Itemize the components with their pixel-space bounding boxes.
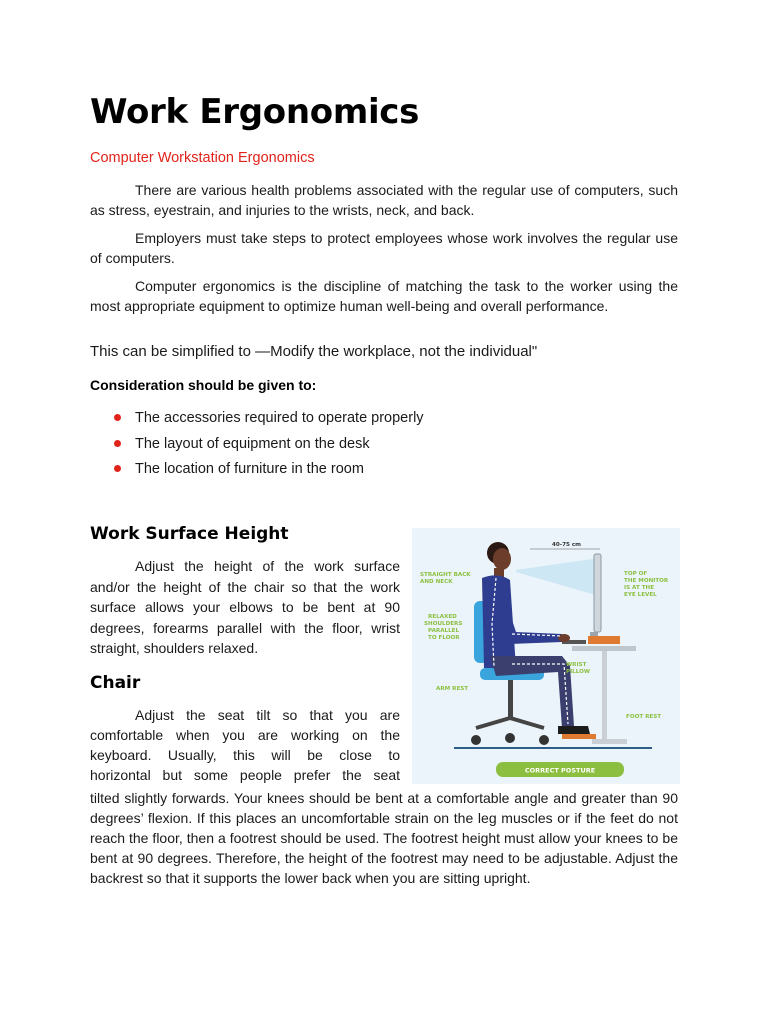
work-surface-paragraph (90, 556, 400, 659)
consideration-list (112, 406, 424, 483)
monitor-icon (594, 554, 601, 632)
work-surface-paragraph-text: Adjust the height of the work surface and/or the height of the chair so that the work surface allows your elbows to be bent at 90 degrees, forearms parallel with the floor, wrist straight, shoulders relaxed. (90, 558, 400, 657)
label-straight-back-line-2: AND NECK (420, 579, 453, 585)
page-title: Work Ergonomics (90, 92, 420, 132)
desk-top (572, 646, 636, 651)
intro-paragraph-1-text: There are various health problems associated with the regular use of computers, such as stress, eyestrain, and injuries to the wrists, neck, and back. (90, 182, 678, 218)
label-shoulders-line-1: RELAXED (428, 614, 457, 620)
chair-wheel (471, 735, 481, 745)
label-shoulders-line-2: SHOULDERS (424, 621, 463, 627)
intro-paragraph-3 (90, 276, 678, 316)
list-item-text: The location of furniture in the room (135, 461, 364, 477)
simplified-statement: This can be simplified to —Modify the workplace, not the individual" (90, 343, 538, 360)
list-item-text: The layout of equipment on the desk (135, 435, 370, 452)
work-surface-heading: Work Surface Height (90, 524, 289, 544)
intro-paragraph-3-text: Computer ergonomics is the discipline of matching the task to the worker using the most appropriate equipment to optimize human well-being and overall performance. (90, 278, 678, 314)
label-arm-rest: ARM REST (436, 686, 469, 692)
label-wrist-line-1: WRIST (566, 662, 587, 668)
label-monitor-line-3: IS AT THE (624, 585, 655, 591)
label-shoulders-line-3: PARALLEL (428, 628, 460, 634)
intro-paragraph-2 (90, 228, 678, 268)
label-monitor-line-1: TOP OF (624, 571, 648, 577)
chair-heading: Chair (90, 673, 141, 693)
chair-line-2: comfortable when you are working on the (90, 727, 400, 743)
banner-label: CORRECT POSTURE (524, 766, 596, 775)
desk-foot (592, 739, 627, 744)
chair-post (508, 680, 513, 720)
label-monitor-line-2: THE MONITOR (624, 578, 669, 584)
chair-paragraph-narrow (90, 705, 400, 785)
foot-rest-board (562, 734, 596, 739)
label-shoulders-line-4: TO FLOOR (428, 635, 460, 641)
list-item (112, 432, 424, 458)
label-wrist-line-2: PILLOW (566, 669, 591, 675)
bullet-icon (114, 414, 121, 421)
list-item (112, 457, 424, 483)
chair-line-1: Adjust the seat tilt so that you are (135, 707, 400, 723)
desk-leg (602, 651, 607, 739)
bullet-icon (114, 465, 121, 472)
chair-line-3: keyboard. Usually, this will be close to (90, 747, 400, 763)
chair-wheel (505, 733, 515, 743)
label-straight-back-line-1: STRAIGHT BACK (420, 572, 471, 578)
monitor-base-riser (588, 636, 620, 644)
correct-posture-illustration (412, 528, 680, 784)
person-face (493, 548, 511, 570)
intro-paragraph-2-text: Employers must take steps to protect employees whose work involves the regular use of computers. (90, 230, 678, 266)
intro-paragraph-1 (90, 180, 678, 220)
person-hand (558, 634, 570, 642)
chair-line-4: horizontal but some people prefer the seat (90, 767, 400, 783)
section-subtitle: Computer Workstation Ergonomics (90, 150, 315, 166)
label-foot-rest: FOOT REST (626, 714, 662, 720)
chair-paragraph-continued: tilted slightly forwards. Your knees should be bent at a comfortable angle and greater than 90 degrees’ flexion. If this places an uncomfortable strain on the leg muscles or if the feet do not reach the floor, then a footrest should be used. The footrest height must allow your knees to be bent at 90 degrees. Therefore, the height of the footrest may need to be adjustable. Adjust the backrest so that it supports the lower back when you are sitting upright. (90, 790, 678, 886)
consideration-heading: Consideration should be given to: (90, 377, 317, 393)
label-monitor-line-4: EYE LEVEL (624, 592, 657, 598)
chair-wheel (539, 735, 549, 745)
person-shoe (558, 726, 590, 734)
distance-label: 40-75 cm (552, 542, 581, 548)
bullet-icon (114, 440, 121, 447)
list-item (112, 406, 424, 432)
list-item-text: The accessories required to operate properly (135, 410, 424, 426)
